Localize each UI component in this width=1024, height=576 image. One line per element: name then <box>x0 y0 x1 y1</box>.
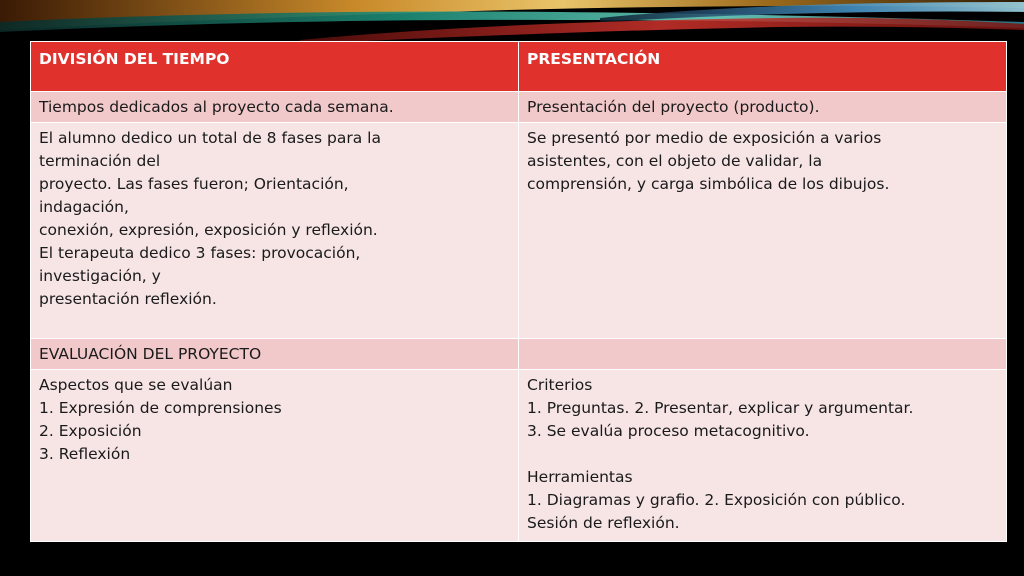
table-row <box>31 339 1007 370</box>
content-table-wrapper <box>30 41 1006 542</box>
table-row <box>31 123 1007 339</box>
table-row <box>31 92 1007 123</box>
cell-criterios-herramientas: Criterios 1. Preguntas. 2. Presentar, explicar y argumentar. 3. Se evalúa proceso metacognitivo. Herramientas 1. Diagramas y grafio. 2. Exposición con público. Sesión de reflexión. <box>519 370 1007 542</box>
cell-empty <box>519 339 1007 370</box>
cell-presentacion-producto: Presentación del proyecto (producto). <box>519 92 1007 123</box>
cell-fases-description: El alumno dedico un total de 8 fases para la terminación del proyecto. Las fases fueron; Orientación, indagación, conexión, expresión, exposición y reflexión. El terapeuta dedico 3 fases: provocación, investigación, y presentación reflexión. <box>31 123 519 339</box>
cell-tiempos-dedicados: Tiempos dedicados al proyecto cada semana. <box>31 92 519 123</box>
cell-exposicion-description: Se presentó por medio de exposición a varios asistentes, con el objeto de validar, la comprensión, y carga simbólica de los dibujos. <box>519 123 1007 339</box>
cell-evaluacion-del-proyecto: EVALUACIÓN DEL PROYECTO <box>31 339 519 370</box>
table-header-row <box>31 42 1007 92</box>
table-row <box>31 370 1007 542</box>
content-table <box>30 41 1007 542</box>
header-presentacion: PRESENTACIÓN <box>519 42 1007 92</box>
header-division-del-tiempo: DIVISIÓN DEL TIEMPO <box>31 42 519 92</box>
cell-aspectos-evaluados: Aspectos que se evalúan 1. Expresión de comprensiones 2. Exposición 3. Reflexión <box>31 370 519 542</box>
